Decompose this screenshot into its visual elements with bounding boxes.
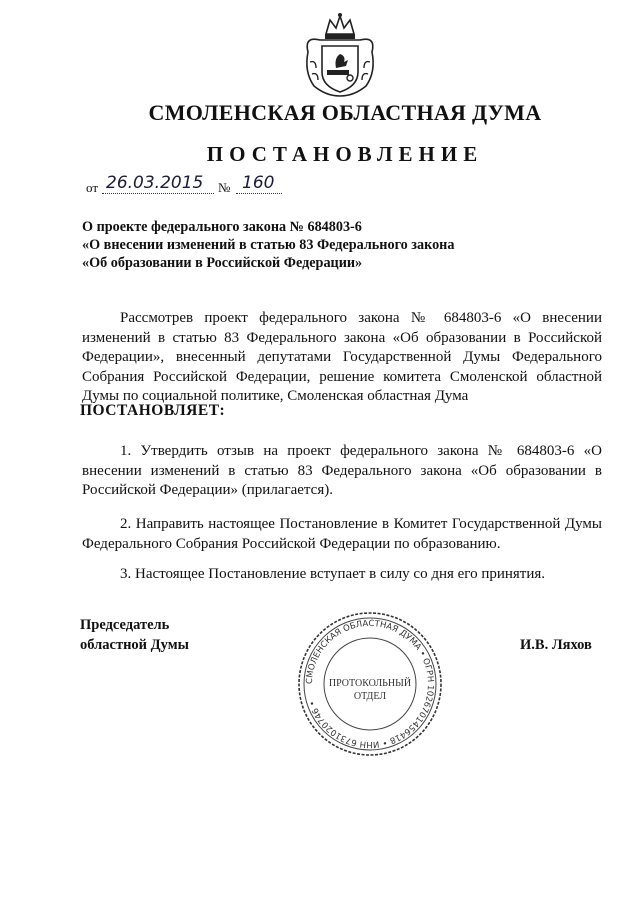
document-type: ПОСТАНОВЛЕНИЕ [206,142,484,166]
number-label: № [218,180,231,195]
organization-name: СМОЛЕНСКАЯ ОБЛАСТНАЯ ДУМА [148,100,542,125]
date-underline [102,193,214,194]
resolution-item-1 [82,442,602,501]
coat-of-arms-icon [300,12,380,98]
stamp-center-line-1: ПРОТОКОЛЬНЫЙ [328,678,412,689]
preamble-paragraph [82,309,602,407]
document-subject [82,218,542,272]
number-value: 160 [242,173,275,193]
signer-name: И.В. Ляхов [520,637,592,653]
resolution-item-3 [82,565,602,585]
item-3-text: 3. Настоящее Постановление вступает в силу со дня его принятия. [120,566,546,582]
subject-line-1: О проекте федерального закона № 684803-6 [82,219,362,235]
resolution-item-2 [82,515,602,554]
stamp-center-line-2: ОТДЕЛ [353,691,387,702]
item-1-text: 1. Утвердить отзыв на проект федерального закона № 684803-6 «О внесении изменений в статью 83 Федерального закона «Об образовании в Российской Федерации» (прилагается). [82,443,602,498]
resolves-heading: ПОСТАНОВЛЯЕТ: [80,402,226,419]
number-underline [236,193,282,194]
official-stamp [296,610,444,758]
preamble-text: Рассмотрев проект федерального закона № 684803-6 «О внесении изменений в статью 83 Федерального закона «Об образовании в Российской Федерации», внесенный депутатами Государственной Думы Федерального Собрания Российской Федерации, решение комитета Смоленской областной Думы по социальной политике, Смоленская областная Дума [82,310,602,404]
date-value: 26.03.2015 [106,173,204,193]
stamp-ring-textpath: СМОЛЕНСКАЯ ОБЛАСТНАЯ ДУМА • ОГРН 1026701456418 • ИНН 6731020746 • [304,618,436,750]
date-label: от [86,180,99,195]
date-number-line [86,174,306,198]
subject-line-2: «О внесении изменений в статью 83 Федерального закона [82,237,455,253]
signer-title-line-2: областной Думы [80,637,189,653]
subject-line-3: «Об образовании в Российской Федерации» [82,255,363,271]
item-2-text: 2. Направить настоящее Постановление в Комитет Государственной Думы Федерального Собрания Российской Федерации по образованию. [82,516,602,552]
signer-title-line-1: Председатель [80,617,170,633]
signer-title [80,615,189,655]
